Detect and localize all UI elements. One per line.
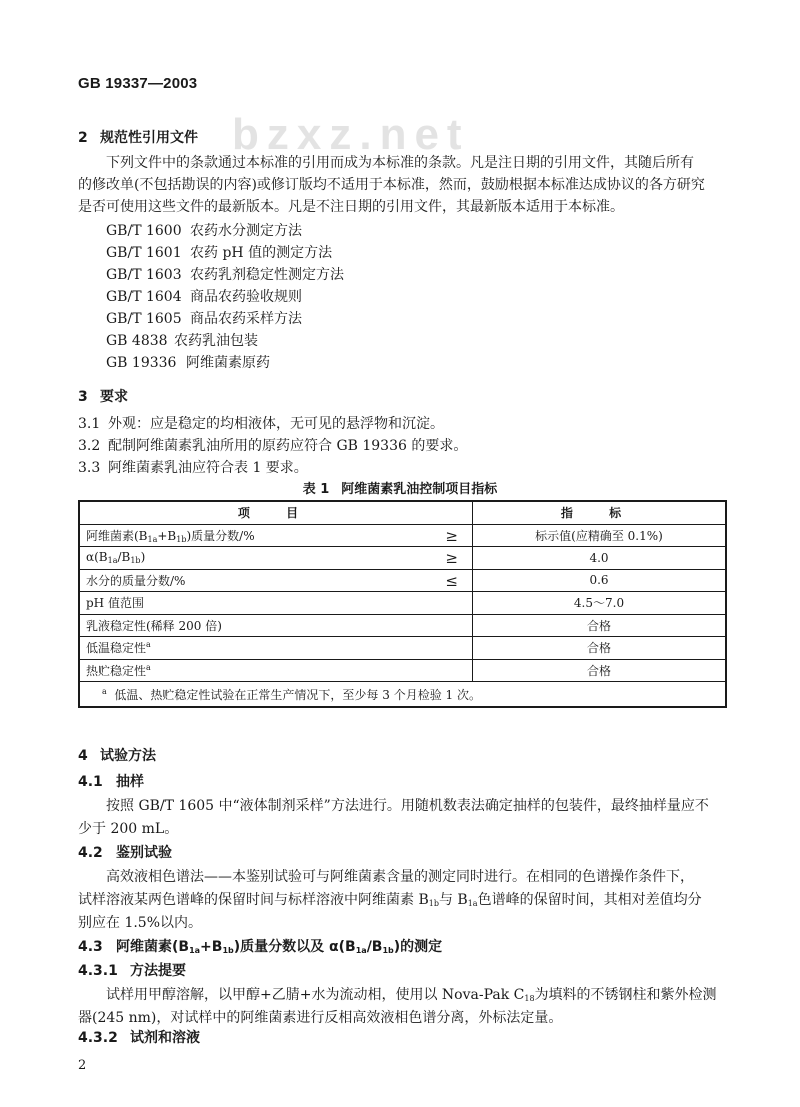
item-cell: pH 值范围 bbox=[79, 592, 473, 615]
section-4-2-heading: 4.2 鉴别试验 bbox=[78, 845, 172, 861]
item-cell: 阿维菌素$(B_{1a}+B_{1b})$质量分数/% ≥ bbox=[79, 524, 473, 547]
section-number: 2 bbox=[78, 130, 88, 146]
section-2-para-line-3: 是否可使用这些文件的最新版本。凡是不注日期的引用文件，其最新版本适用于本标准。 bbox=[78, 199, 624, 215]
item-cell: $\alpha(B_{1a}/B_{1b})$ ≥ bbox=[79, 547, 473, 570]
value-cell: 4.0 bbox=[473, 547, 727, 570]
value-cell: 合格 bbox=[473, 659, 727, 682]
watermark: bzxz.net bbox=[232, 110, 470, 159]
column-header-index: 指 标 bbox=[473, 501, 727, 524]
table-header-row bbox=[79, 501, 726, 524]
section-3-heading: 3 要求 bbox=[78, 389, 128, 405]
table-row bbox=[79, 547, 726, 570]
item-cell: 热贮稳定性$^a$ bbox=[79, 659, 473, 682]
reference-item: GB/T 1604 商品农药验收规则 bbox=[106, 289, 302, 305]
value-cell: 4.5～7.0 bbox=[473, 592, 727, 615]
table-row bbox=[79, 614, 726, 637]
section-2-para-line-1: 下列文件中的条款通过本标准的引用而成为本标准的条款。凡是注日期的引用文件，其随后所有 bbox=[106, 155, 694, 171]
value-cell: 合格 bbox=[473, 637, 727, 660]
table-footnote-row bbox=[79, 682, 726, 708]
section-4-3-1-line-2: 器(245 nm)，对试样中的阿维菌素进行反相高效液相色谱分离，外标法定量。 bbox=[78, 1010, 563, 1026]
section-4-1-line-1: 按照 GB/T 1605 中“液体制剂采样”方法进行。用随机数表法确定抽样的包装件，最终抽样量应不 bbox=[106, 798, 709, 814]
section-4-heading: 4 试验方法 bbox=[78, 748, 156, 764]
table-row bbox=[79, 659, 726, 682]
section-4-3-1-heading: 4.3.1 方法提要 bbox=[78, 963, 186, 979]
page-number: 2 bbox=[78, 1058, 87, 1073]
table-row bbox=[79, 637, 726, 660]
section-4-1-line-2: 少于 200 mL。 bbox=[78, 821, 179, 837]
section-4-2-line-2: 试样溶液某两色谱峰的保留时间与标样溶液中阿维菌素 $B_{1b}$与 $B_{1a}$色谱峰的保留时间，其相对差值均分 bbox=[78, 892, 702, 908]
item-cell: 低温稳定性$^a$ bbox=[79, 637, 473, 660]
reference-item: GB/T 1605 商品农药采样方法 bbox=[106, 311, 302, 327]
value-cell: 合格 bbox=[473, 614, 727, 637]
standard-code-header: GB 19337—2003 bbox=[78, 75, 198, 92]
section-2-para-line-2: 的修改单(不包括勘误的内容)或修订版均不适用于本标准，然而，鼓励根据本标准达成协议的各方研究 bbox=[78, 177, 705, 193]
reference-item: GB 4838 农药乳油包装 bbox=[106, 333, 258, 349]
spec-table bbox=[78, 500, 727, 708]
section-4-2-line-1: 高效液相色谱法——本鉴别试验可与阿维菌素含量的测定同时进行。在相同的色谱操作条件下， bbox=[106, 869, 694, 885]
table-row bbox=[79, 569, 726, 592]
section-4-2-line-3: 别应在 1.5%以内。 bbox=[78, 915, 203, 931]
item-cell: 水分的质量分数/% ≤ bbox=[79, 569, 473, 592]
value-cell: 0.6 bbox=[473, 569, 727, 592]
table-row bbox=[79, 592, 726, 615]
requirement-item: 3.3 阿维菌素乳油应符合表 1 要求。 bbox=[78, 460, 308, 476]
column-header-item: 项 目 bbox=[79, 501, 473, 524]
value-cell: 标示值(应精确至 0.1%) bbox=[473, 524, 727, 547]
section-4-3-1-line-1: 试样用甲醇溶解，以甲醇+乙腈+水为流动相，使用以 Nova-Pak $C_{18}$为填料的不锈钢柱和紫外检测 bbox=[106, 987, 717, 1003]
section-2-heading bbox=[78, 127, 198, 147]
section-title: 规范性引用文件 bbox=[100, 130, 198, 146]
requirement-item: 3.1 外观：应是稳定的均相液体，无可见的悬浮物和沉淀。 bbox=[78, 416, 444, 432]
table-caption: 表 1 阿维菌素乳油控制项目指标 bbox=[302, 482, 498, 497]
table-row bbox=[79, 524, 726, 547]
section-4-3-heading: 4.3 阿维菌素$(B_{1a}+B_{1b})$质量分数以及 $\alpha(B_{1a}/B_{1b})$的测定 bbox=[78, 939, 443, 955]
reference-item: GB/T 1600 农药水分测定方法 bbox=[106, 223, 302, 239]
reference-item: GB/T 1603 农药乳剂稳定性测定方法 bbox=[106, 267, 344, 283]
reference-item: GB 19336 阿维菌素原药 bbox=[106, 355, 270, 371]
reference-item: GB/T 1601 农药 pH 值的测定方法 bbox=[106, 245, 333, 261]
section-4-1-heading: 4.1 抽样 bbox=[78, 774, 144, 790]
section-4-3-2-heading: 4.3.2 试剂和溶液 bbox=[78, 1030, 200, 1046]
requirement-item: 3.2 配制阿维菌素乳油所用的原药应符合 GB 19336 的要求。 bbox=[78, 438, 468, 454]
item-cell: 乳液稳定性(稀释 200 倍) bbox=[79, 614, 473, 637]
table-footnote: $^a$ 低温、热贮稳定性试验在正常生产情况下，至少每 3 个月检验 1 次。 bbox=[79, 682, 726, 708]
